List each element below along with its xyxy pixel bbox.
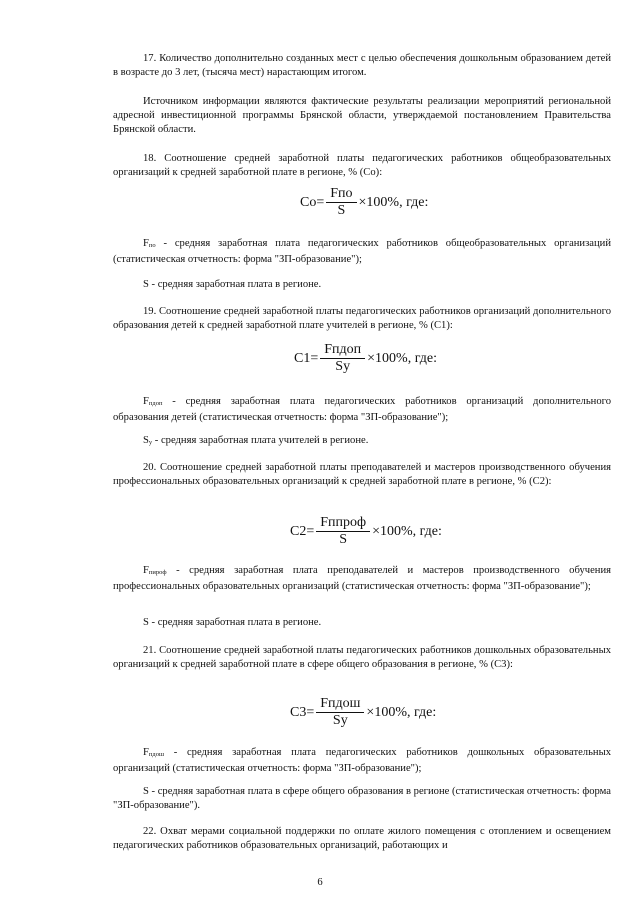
formula-c2-numerator: Fппроф <box>320 515 367 530</box>
symbol-s: S <box>143 435 149 446</box>
formula-c1 <box>294 342 437 375</box>
symbol-f: F <box>143 238 149 249</box>
symbol-subscript: пдоп <box>148 400 163 407</box>
formula-co <box>300 186 428 219</box>
paragraph-20-def2-text: S - средняя заработная плата в регионе. <box>143 617 322 628</box>
paragraph-18-def1-text: - средняя заработная плата педагогических работников общеобразовательных организаций (статистическая отчетность: форма "ЗП-образование"); <box>113 238 611 265</box>
page-number: 6 <box>317 877 323 888</box>
paragraph-17-source <box>113 95 611 136</box>
formula-c2 <box>290 515 442 548</box>
paragraph-17-text: 17. Количество дополнительно созданных мест с целью обеспечения дошкольным образованием детей в возрасте до 3 лет, (тысяча мест) нарастающим итогом. <box>113 53 611 78</box>
symbol-subscript: пдош <box>148 751 164 758</box>
formula-c3-rhs: ×100%, где: <box>366 704 437 720</box>
symbol-f: F <box>143 396 149 407</box>
paragraph-20-def1 <box>113 564 611 594</box>
symbol-f: F <box>143 747 149 758</box>
formula-c3-fraction <box>316 696 364 729</box>
paragraph-19-def1-text: - средняя заработная плата педагогических работников организаций дополнительного образования детей (статистическая отчетность: форма "ЗП-образование"); <box>113 396 611 423</box>
paragraph-20-def1-text: - средняя заработная плата преподавателей и мастеров производственного обучения профессиональных образовательных организаций (статистическая отчетность: форма "ЗП-образование"); <box>113 565 611 592</box>
paragraph-19 <box>113 305 611 333</box>
paragraph-21 <box>113 644 611 672</box>
paragraph-22 <box>113 825 611 853</box>
paragraph-21-def2 <box>113 785 611 813</box>
paragraph-21-def1-text: - средняя заработная плата педагогических работников дошкольных образовательных организаций (статистическая отчетность: форма "ЗП-образование"); <box>113 747 611 774</box>
paragraph-21-text: 21. Соотношение средней заработной платы педагогических работников дошкольных образовательных организаций к средней заработной плате в сфере общего образования в регионе, % (С3): <box>113 645 611 670</box>
paragraph-22-text: 22. Охват мерами социальной поддержки по оплате жилого помещения с отоплением и освещением педагогических работников образовательных организаций, работающих и <box>113 826 611 851</box>
formula-c3-denominator: Sу <box>332 713 348 728</box>
formula-c2-denominator: S <box>339 532 348 547</box>
formula-c2-rhs: ×100%, где: <box>372 523 442 539</box>
paragraph-17 <box>113 52 611 80</box>
formula-co-fraction <box>326 186 356 219</box>
formula-c3 <box>290 696 436 729</box>
paragraph-21-def1 <box>113 746 611 776</box>
paragraph-17-source-text: Источником информации являются фактические результаты реализации мероприятий региональной адресной инвестиционной программы Брянской области, утверждаемой постановлением Правительства Брянской области. <box>113 96 611 135</box>
paragraph-18-def2-text: S - средняя заработная плата в регионе. <box>143 279 322 290</box>
symbol-subscript: по <box>148 242 156 249</box>
paragraph-20 <box>113 461 611 489</box>
paragraph-20-def2 <box>113 616 611 630</box>
paragraph-19-def2 <box>113 434 611 450</box>
formula-co-denominator: S <box>337 203 346 218</box>
paragraph-19-def1 <box>113 395 611 425</box>
formula-co-rhs: ×100%, где: <box>358 194 429 210</box>
symbol-subscript: у <box>148 439 153 446</box>
formula-c3-lhs: С3= <box>290 704 315 720</box>
formula-c1-denominator: Sу <box>335 359 351 374</box>
formula-c2-fraction <box>316 515 370 548</box>
formula-c1-rhs: ×100%, где: <box>367 350 437 366</box>
paragraph-21-def2-text: S - средняя заработная плата в сфере общего образования в регионе (статистическая отчетность: форма "ЗП-образование"). <box>113 786 611 811</box>
formula-co-lhs: Со= <box>300 194 325 210</box>
formula-c2-lhs: С2= <box>290 523 315 539</box>
formula-co-numerator: Fпо <box>330 186 353 201</box>
paragraph-18-def2 <box>113 278 611 292</box>
paragraph-18 <box>113 152 611 180</box>
formula-c1-fraction <box>320 342 365 375</box>
formula-c1-numerator: Fпдоп <box>324 342 362 357</box>
symbol-subscript: пироф <box>148 569 167 576</box>
paragraph-20-text: 20. Соотношение средней заработной платы преподавателей и мастеров производственного обучения профессиональных образовательных организаций к средней заработной плате в регионе, % (С2): <box>113 462 611 487</box>
symbol-f: F <box>143 565 149 576</box>
paragraph-19-text: 19. Соотношение средней заработной платы педагогических работников организаций дополнительного образования детей к средней заработной плате учителей в регионе, % (С1): <box>113 306 611 331</box>
formula-c3-numerator: Fпдош <box>320 696 361 711</box>
formula-c1-lhs: С1= <box>294 350 319 366</box>
paragraph-19-def2-text: - средняя заработная плата учителей в регионе. <box>152 435 369 446</box>
paragraph-18-def1 <box>113 237 611 267</box>
paragraph-18-text: 18. Соотношение средней заработной платы педагогических работников общеобразовательных организаций к средней заработной плате в регионе, % (Со): <box>113 153 611 178</box>
